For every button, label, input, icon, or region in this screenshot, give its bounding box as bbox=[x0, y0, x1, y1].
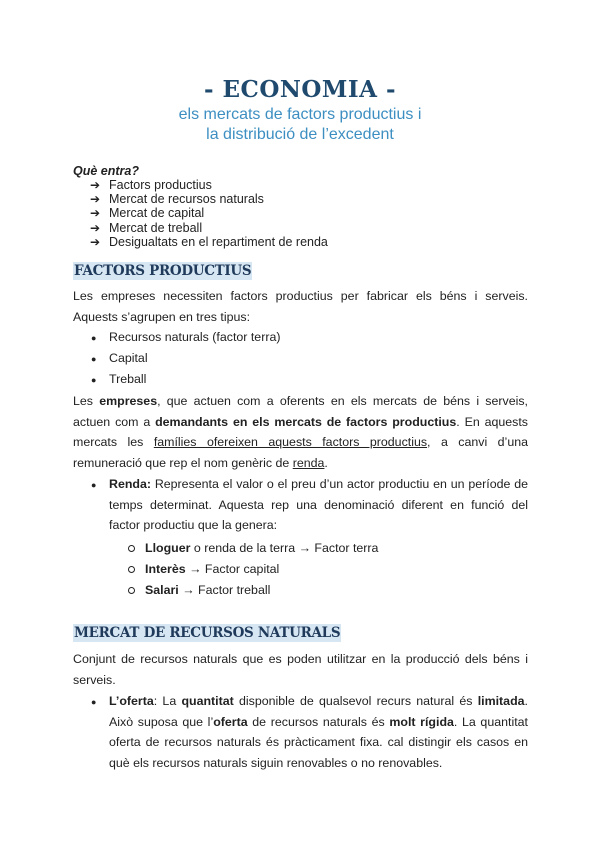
section-heading-natural-resources: MERCAT DE RECURSOS NATURALS bbox=[74, 625, 341, 641]
section2-intro: Conjunt de recursos naturals que es poden utilitzar en la producció dels béns i serveis. bbox=[73, 652, 528, 687]
page-title: - ECONOMIA - bbox=[203, 76, 397, 103]
oferta-definition: L’oferta: La quantitat disponible de qualsevol recurs natural és limitada. Això suposa que l’oferta de recursos naturals és molt rígida. La quantitat oferta de recursos naturals és pràcticament fixa. cal distingir els casos en què els recursos naturals siguin renovables o no renovables. bbox=[109, 694, 528, 770]
bullet-icon: ● bbox=[91, 354, 97, 364]
section-heading-factors: FACTORS PRODUCTIUS bbox=[74, 263, 252, 279]
renda-type-item: Interès → Factor capital bbox=[145, 562, 280, 576]
arrow-icon: ➔ bbox=[90, 178, 101, 192]
type-item: Treball bbox=[109, 372, 147, 386]
page-subtitle-line2: la distribució de l’excedent bbox=[206, 126, 394, 143]
type-item: Recursos naturals (factor terra) bbox=[109, 330, 281, 344]
page-subtitle-line1: els mercats de factors productius i bbox=[178, 106, 422, 123]
contents-item: ➔ Mercat de treball bbox=[90, 220, 203, 235]
renda-type-item: Salari → Factor treball bbox=[145, 583, 271, 597]
contents-list bbox=[90, 178, 328, 249]
section1-intro: Les empreses necessiten factors productius per fabricar els béns i serveis. Aquests s’agrupen en tres tipus: bbox=[73, 289, 528, 324]
arrow-icon: ➔ bbox=[90, 206, 101, 221]
contents-label: Què entra? bbox=[73, 164, 139, 178]
bullet-icon: ● bbox=[91, 333, 97, 343]
contents-item: ➔ Mercat de capital bbox=[90, 206, 205, 221]
contents-item: ➔ Desigualtats en el repartiment de renda bbox=[90, 234, 328, 249]
bullet-icon: ● bbox=[91, 480, 97, 490]
circle-bullet-icon bbox=[128, 566, 135, 573]
contents-item: ➔ Mercat de recursos naturals bbox=[90, 192, 264, 207]
renda-type-item: Lloguer o renda de la terra → Factor terra bbox=[145, 541, 379, 555]
bullet-icon: ● bbox=[91, 697, 97, 707]
arrow-icon: ➔ bbox=[90, 234, 101, 249]
arrow-icon: ➔ bbox=[90, 192, 101, 207]
circle-bullet-icon bbox=[128, 545, 135, 552]
arrow-icon: ➔ bbox=[90, 220, 101, 235]
renda-definition: Renda: Representa el valor o el preu d’un actor productiu en un període de temps determinat. Aquesta rep una denominació diferent en funció del factor productiu que la genera: bbox=[109, 477, 528, 532]
circle-bullet-icon bbox=[128, 587, 135, 594]
section1-paragraph: Les empreses, que actuen com a oferents en els mercats de béns i serveis, actuen com a demandants en els mercats de factors productius. En aquests mercats les famílies ofereixen aquests factors productius, a canvi d’una remuneració que rep el nom genèric de renda. bbox=[73, 394, 529, 470]
bullet-icon: ● bbox=[91, 375, 97, 385]
contents-item: ➔ Factors productius bbox=[90, 178, 212, 192]
type-item: Capital bbox=[109, 351, 148, 365]
